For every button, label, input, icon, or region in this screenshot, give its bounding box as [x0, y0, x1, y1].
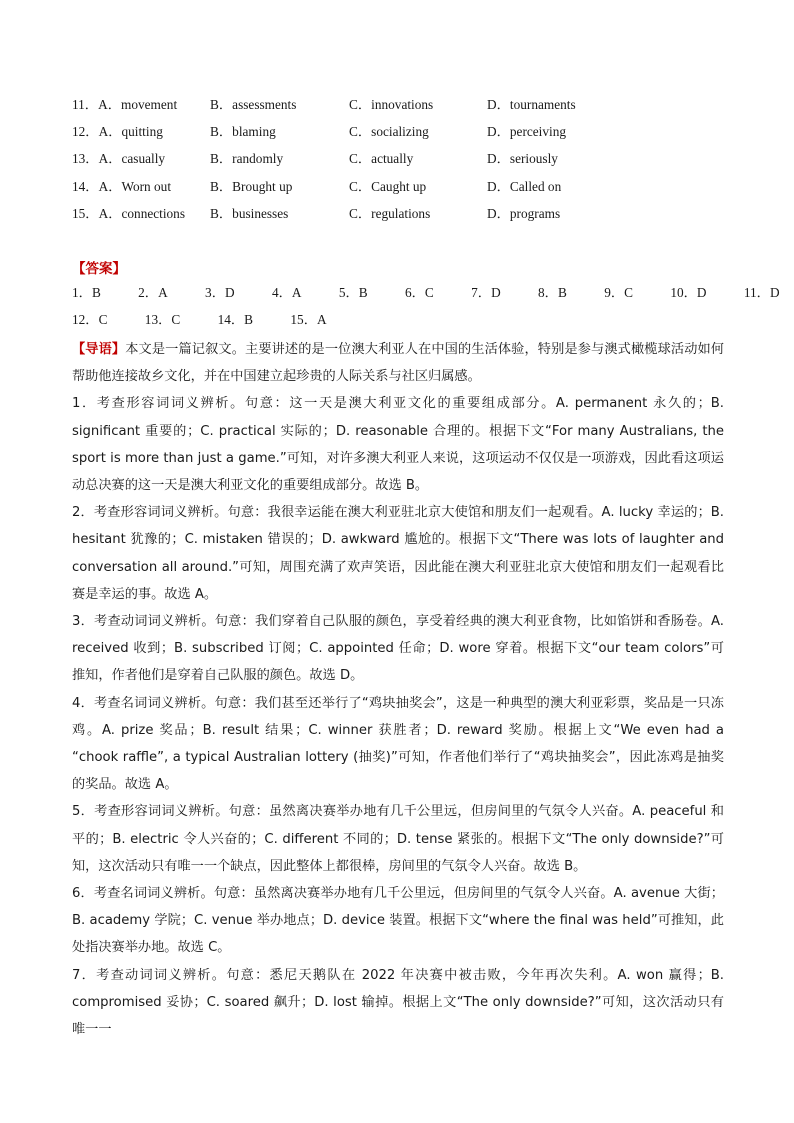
- option-row: [72, 122, 732, 149]
- explanation-paragraph: 1．考查形容词词义辨析。句意：这一天是澳大利亚文化的重要组成部分。A. permanent 永久的；B. significant 重要的；C. practical 实际的；D. reasonable 合理的。根据下文“For many Australians, the sport is more than just a game.”可知，对许多澳大利亚人来说，这项运动不仅仅是一项游戏，因此看这项运动总决赛的这一天是澳大利亚文化的重要组成部分。故选 B。: [72, 396, 724, 494]
- answer-item: 2．A: [138, 285, 168, 300]
- option-c: C．actually: [349, 151, 414, 167]
- option-row: [72, 149, 732, 176]
- options-list: [72, 95, 732, 231]
- explanation-paragraph: 7．考查动词词义辨析。句意：悉尼天鹅队在 2022 年决赛中被击败，今年再次失利。A. won 赢得；B. compromised 妥协；C. soared 飙升；D. lost 输掉。根据上文“The only downside?”可知，这次活动只有唯一一: [72, 967, 724, 1038]
- answer-heading: 【答案】: [72, 261, 126, 277]
- answer-item: 7．D: [471, 285, 501, 300]
- explanation-body: [72, 336, 724, 1043]
- option-d: D．programs: [487, 205, 561, 221]
- answer-item: 10．D: [670, 285, 707, 300]
- option-a: 15．A．connections: [72, 205, 186, 221]
- option-c: C．Caught up: [349, 178, 427, 194]
- option-row: [72, 177, 732, 204]
- option-b: B．blaming: [210, 124, 276, 140]
- answer-item: 15．A: [290, 312, 327, 327]
- guide-text: 本文是一篇记叙文。主要讲述的是一位澳大利亚人在中国的生活体验，特别是参与澳式橄榄球活动如何帮助他连接故乡文化，并在中国建立起珍贵的人际关系与社区归属感。: [72, 342, 724, 385]
- option-d: D．perceiving: [487, 124, 567, 140]
- option-b: B．businesses: [210, 205, 289, 221]
- option-row: [72, 204, 732, 231]
- answer-item: 8．B: [538, 285, 567, 300]
- explanation-paragraph: 6．考查名词词义辨析。句意：虽然离决赛举办地有几千公里远，但房间里的气氛令人兴奋。A. avenue 大街；B. academy 学院；C. venue 举办地点；D. device 装置。根据下文“where the final was held”可推知，此处指决赛举办地。故选 C。: [72, 886, 724, 956]
- answer-item: 4．A: [271, 285, 302, 300]
- option-d: D．tournaments: [487, 97, 576, 112]
- option-d: D．seriously: [487, 151, 558, 167]
- option-b: B．assessments: [210, 97, 297, 112]
- explanation-paragraph: 3．考查动词词义辨析。句意：我们穿着自己队服的颜色，享受着经典的澳大利亚食物，比如馅饼和香肠卷。A. received 收到；B. subscribed 订阅；C. appointed 任命；D. wore 穿着。根据下文“our team colors”可推知，作者他们是穿着自己队服的颜色。故选 D。: [72, 614, 724, 684]
- guide-label: 【导语】: [72, 342, 126, 357]
- answer-key-line-2: [72, 310, 361, 330]
- option-b: B．randomly: [210, 151, 284, 167]
- option-d: D．Called on: [487, 178, 562, 194]
- answer-item: 1．B: [72, 285, 101, 300]
- option-b: B．Brought up: [210, 178, 293, 194]
- answer-item: 11．D: [743, 285, 780, 300]
- answer-item: 6．C: [404, 285, 434, 300]
- answer-item: 13．C: [144, 312, 181, 327]
- explanation-paragraph: 2．考查形容词词义辨析。句意：我很幸运能在澳大利亚驻北京大使馆和朋友们一起观看。A. lucky 幸运的；B. hesitant 犹豫的；C. mistaken 错误的；D. awkward 尴尬的。根据下文“There was lots of laughter and conversation all around.”可知，周围充满了欢声笑语，因此能在澳大利亚驻北京大使馆和朋友们一起观看比赛是幸运的事。故选 A。: [72, 505, 724, 602]
- answer-item: 12．C: [72, 312, 108, 327]
- answer-item: 3．D: [205, 285, 235, 300]
- option-a: 14．A．Worn out: [72, 178, 172, 194]
- option-a: 12．A．quitting: [72, 124, 163, 140]
- answer-item: 9．C: [604, 285, 634, 300]
- explanation-paragraph: 4．考查名词词义辨析。句意：我们甚至还举行了“鸡块抽奖会”，这是一种典型的澳大利亚彩票，奖品是一只冻鸡。A. prize 奖品；B. result 结果；C. winner 获胜者；D. reward 奖励。根据上文“We even had a “chook raffle”, a typical Australian lottery (抽奖)”可知，作者他们举行了“鸡块抽奖会”，因此冻鸡是抽奖的奖品。故选 A。: [72, 695, 724, 793]
- option-row: [72, 95, 732, 122]
- option-a: 11．A．movement: [72, 97, 178, 112]
- guide-paragraph: [72, 336, 724, 390]
- option-c: C．innovations: [349, 97, 434, 112]
- option-a: 13．A．casually: [72, 151, 166, 167]
- answer-item: 14．B: [217, 312, 254, 327]
- option-c: C．regulations: [349, 205, 431, 221]
- answer-item: 5．B: [338, 285, 368, 300]
- explanation-paragraph: 5．考查形容词词义辨析。句意：虽然离决赛举办地有几千公里远，但房间里的气氛令人兴奋。A. peaceful 和平的；B. electric 令人兴奋的；C. different 不同的；D. tense 紧张的。根据下文“The only downside?”可知，这次活动只有唯一一个缺点，因此整体上都很棒，房间里的气氛令人兴奋。故选 B。: [72, 804, 724, 874]
- option-c: C．socializing: [349, 124, 429, 140]
- answer-key-line-1: [72, 283, 780, 303]
